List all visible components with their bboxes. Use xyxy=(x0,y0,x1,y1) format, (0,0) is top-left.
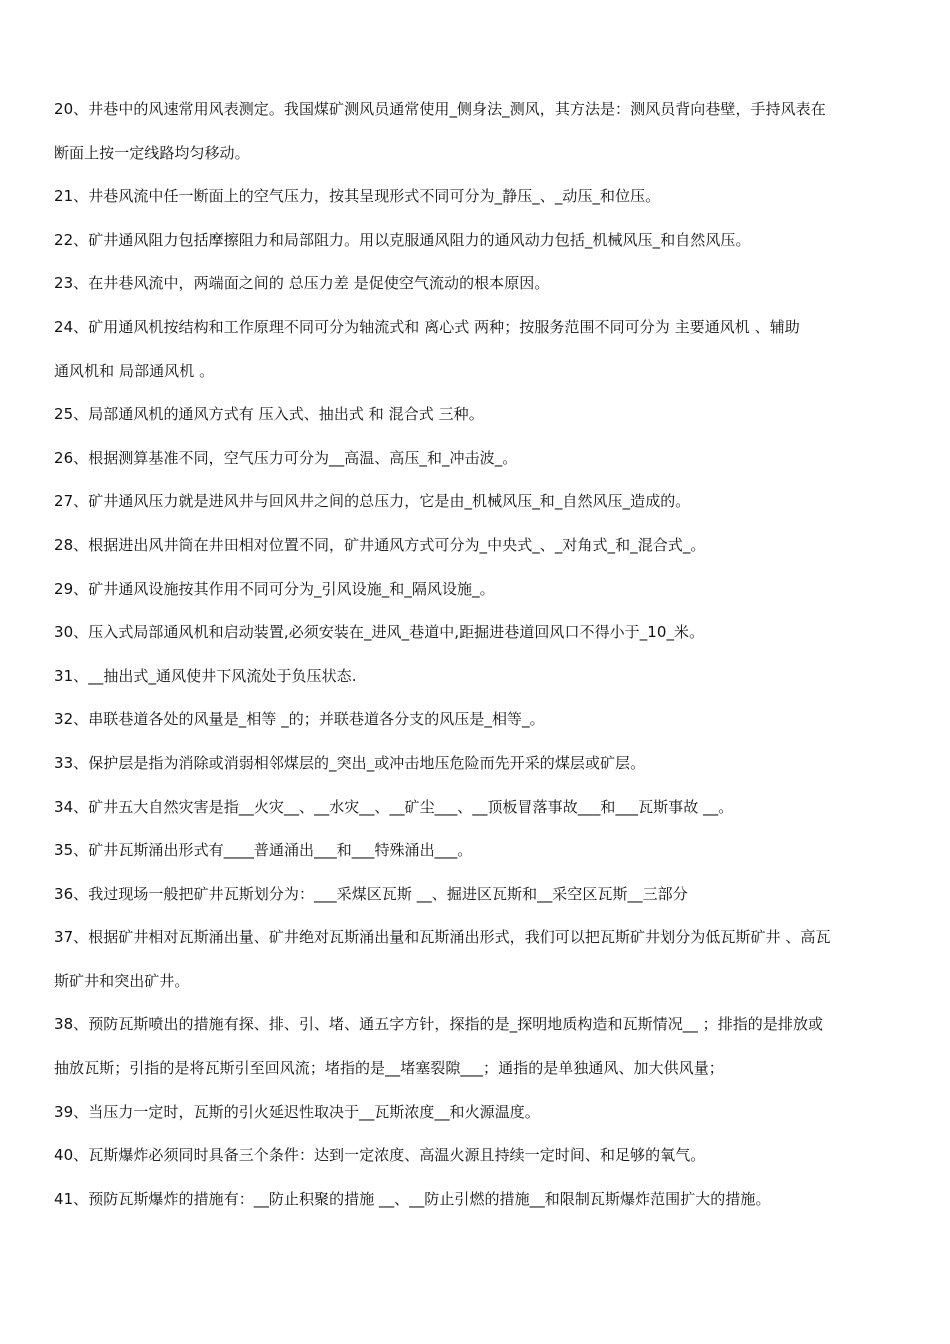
text-line: 29、矿井通风设施按其作用不同可分为_引风设施_和_隔风设施_。 xyxy=(54,579,495,598)
text-line: 26、根据测算基准不同，空气压力可分为__高温、高压_和_冲击波_。 xyxy=(54,448,518,467)
text-line: 37、根据矿井相对瓦斯涌出量、矿井绝对瓦斯涌出量和瓦斯涌出形式，我们可以把瓦斯矿井划分为低瓦斯矿井 、高瓦 xyxy=(54,928,831,947)
text-line: 40、瓦斯爆炸必须同时具备三个条件：达到一定浓度、高温火源且持续一定时间、和足够的氧气。 xyxy=(54,1146,706,1165)
text-line: 抽放瓦斯；引指的是将瓦斯引至回风流；堵指的是__堵塞裂隙___；通指的是单独通风、加大供风量； xyxy=(54,1059,724,1078)
text-line: 33、保护层是指为消除或消弱相邻煤层的_突出_或冲击地压危险而先开采的煤层或矿层。 xyxy=(54,753,646,772)
text-line: 24、矿用通风机按结构和工作原理不同可分为轴流式和 离心式 两种；按服务范围不同可分为 主要通风机 、辅助 xyxy=(54,317,800,336)
text-line: 21、井巷风流中任一断面上的空气压力，按其呈现形式不同可分为_静压_、_动压_和位压。 xyxy=(54,187,661,206)
text-line: 28、根据进出风井筒在井田相对位置不同，矿井通风方式可分为_中央式_、_对角式_和_混合式_。 xyxy=(54,535,706,554)
text-line: 23、在井巷风流中，两端面之间的 总压力差 是促使空气流动的根本原因。 xyxy=(54,274,550,293)
text-line: 38、预防瓦斯喷出的措施有探、排、引、堵、通五字方针，探指的是_探明地质构造和瓦斯情况__ ；排指的是排放或 xyxy=(54,1015,824,1034)
text-line: 35、矿井瓦斯涌出形式有____普通涌出___和___特殊涌出___。 xyxy=(54,841,473,860)
text-line: 39、当压力一定时，瓦斯的引火延迟性取决于__瓦斯浓度__和火源温度。 xyxy=(54,1102,540,1121)
document-body xyxy=(54,96,916,1229)
text-line: 34、矿井五大自然灾害是指__火灾__、__水灾__、__矿尘___、__顶板冒落事故___和___瓦斯事故 __。 xyxy=(54,797,734,816)
text-line: 32、串联巷道各处的风量是_相等 _的；并联巷道各分支的风压是_相等_。 xyxy=(54,710,545,729)
text-line: 27、矿井通风压力就是进风井与回风井之间的总压力，它是由_机械风压_和_自然风压_造成的。 xyxy=(54,492,691,511)
text-line: 36、我过现场一般把矿井瓦斯划分为：___采煤区瓦斯 __、掘进区瓦斯和__采空区瓦斯__三部分 xyxy=(54,884,688,903)
text-line: 31、__抽出式_通风使井下风流处于负压状态. xyxy=(54,666,357,685)
text-line: 20、井巷中的风速常用风表测定。我国煤矿测风员通常使用_侧身法_测风，其方法是：测风员背向巷壁，手持风表在 xyxy=(54,100,826,118)
text-line: 25、局部通风机的通风方式有 压入式、抽出式 和 混合式 三种。 xyxy=(54,405,484,424)
text-line: 41、预防瓦斯爆炸的措施有：__防止积聚的措施 __、__防止引燃的措施__和限制瓦斯爆炸范围扩大的措施。 xyxy=(54,1189,771,1208)
text-line: 斯矿井和突出矿井。 xyxy=(54,971,190,990)
text-line: 断面上按一定线路均匀移动。 xyxy=(54,143,250,162)
text-line: 通风机和 局部通风机 。 xyxy=(54,361,215,380)
text-line: 30、压入式局部通风机和启动装置,必须安装在_进风_巷道中,距掘进巷道回风口不得小于_10_米。 xyxy=(54,623,705,642)
text-line: 22、矿井通风阻力包括摩擦阻力和局部阻力。用以克服通风阻力的通风动力包括_机械风压_和自然风压。 xyxy=(54,230,751,249)
